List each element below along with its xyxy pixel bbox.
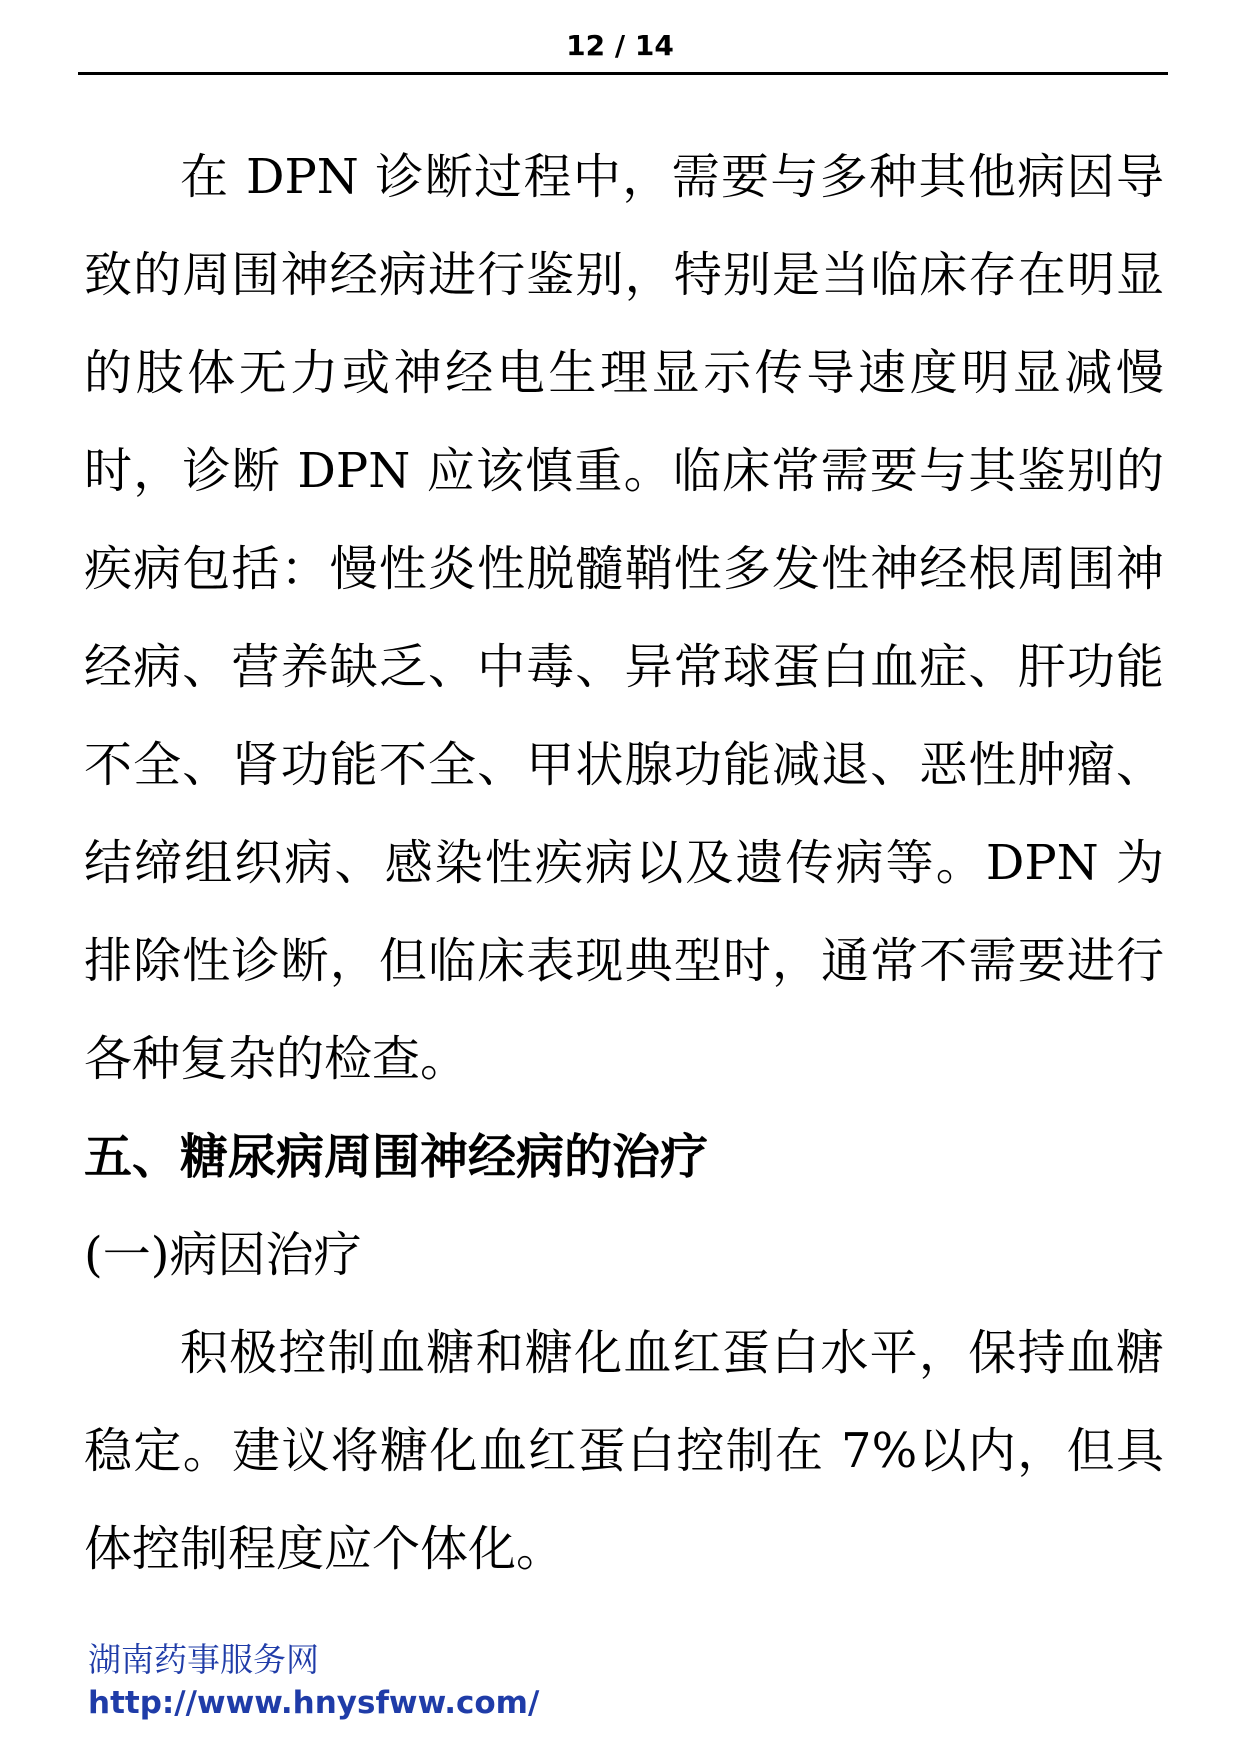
sub-heading-etiological-treatment: (一)病因治疗 [84, 1227, 362, 1283]
header-divider [78, 72, 1168, 75]
page-indicator: 12 / 14 [566, 29, 674, 62]
page-footer [88, 1638, 788, 1724]
footer-site-name: 湖南药事服务网 [88, 1640, 319, 1679]
paragraph-differential-diagnosis: 在 DPN 诊断过程中，需要与多种其他病因导致的周围神经病进行鉴别，特别是当临床存在明显的肢体无力或神经电生理显示传导速度明显减慢时，诊断 DPN 应该慎重。临床常需要与其鉴别的疾病包括：慢性炎性脱髓鞘性多发性神经根周围神经病、营养缺乏、中毒、异常球蛋白血症、肝功能不全、肾功能不全、甲状腺功能减退、恶性肿瘤、结缔组织病、感染性疾病以及遗传病等。DPN 为排除性诊断，但临床表现典型时，通常不需要进行各种复杂的检查。 [84, 149, 1164, 1087]
section-heading-treatment: 五、糖尿病周围神经病的治疗 [84, 1129, 709, 1185]
footer-site-link[interactable]: http://www.hnysfww.com/ [88, 1685, 540, 1721]
document-body [84, 128, 1164, 1598]
paragraph-glycemic-control: 积极控制血糖和糖化血红蛋白水平，保持血糖稳定。建议将糖化血红蛋白控制在 7%以内，但具体控制程度应个体化。 [84, 1325, 1164, 1577]
